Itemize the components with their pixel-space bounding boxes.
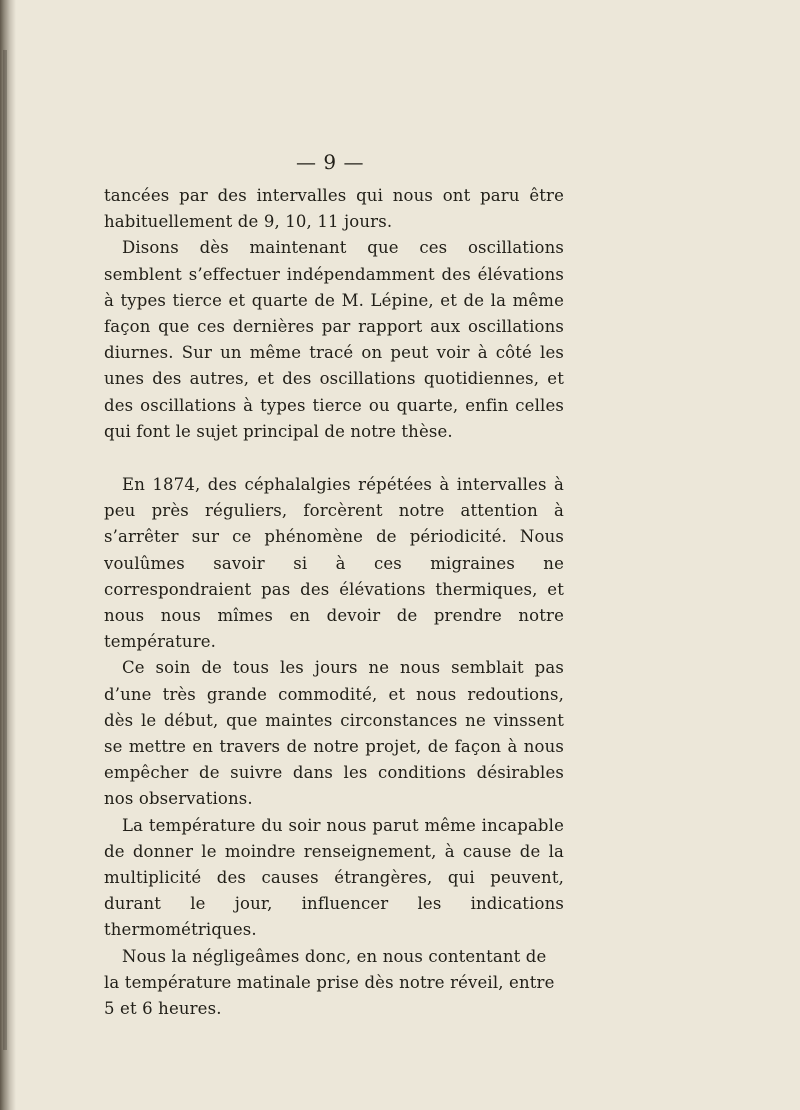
text-block-top [104,183,564,445]
paragraph-temperature-soir: La température du soir nous parut même incapable de donner le moindre renseignement, à cause de la multiplicité des causes étrangères, qui peuvent, durant le jour, influencer les indications thermométriques. [104,815,564,940]
paragraph-oscillations: Disons dès maintenant que ces oscillations semblent s’effectuer indépendamment des élévations à types tierce et quarte de M. Lépine, et de la même façon que ces dernières par rapport aux oscillations diurnes. Sur un même tracé on peut voir à côté les unes des autres, et des oscillations quotidiennes, et des oscillations à types tierce ou quarte, enfin celles qui font le sujet principal de notre thèse. [104,238,564,441]
paragraph-1874: En 1874, des céphalalgies répétées à intervalles à peu près réguliers, forcèrent notre attention à s’arrêter sur ce phénomène de périodicité. Nous voulûmes savoir si à ces migraines ne correspondraient pas des élévations thermiques, et nous nous mîmes en devoir de prendre notre température. [104,475,564,652]
page-number: — 9 — [296,150,364,174]
text-block-bottom [104,472,564,1022]
paragraph-continuation: tancées par des intervalles qui nous ont paru être habituellement de 9, 10, 11 jours. [104,186,564,232]
binding-shadow [3,50,7,1050]
paragraph-temperature-matinale: Nous la négligeâmes donc, en nous contentant de la température matinale prise dès notre réveil, entre 5 et 6 heures. [104,946,555,1019]
paragraph-soin: Ce soin de tous les jours ne nous semblait pas d’une très grande commodité, et nous redoutions, dès le début, que maintes circonstances ne vinssent se mettre en travers de notre projet, de façon à nous empêcher de suivre dans les conditions désirables nos observations. [104,658,564,809]
